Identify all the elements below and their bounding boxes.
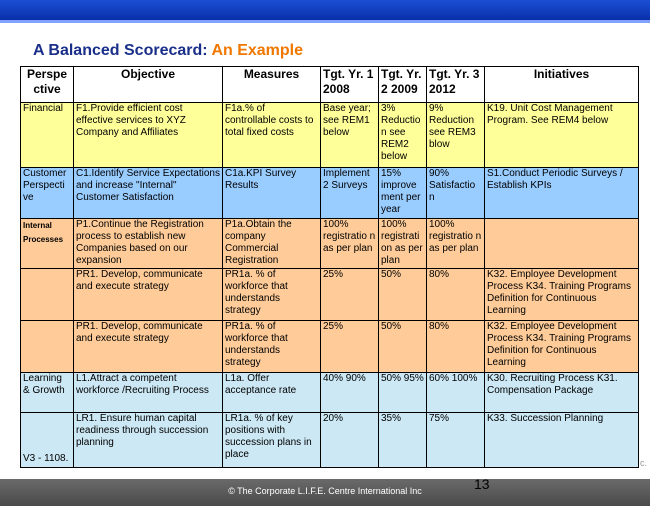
slide-title-part2: An Example	[211, 42, 304, 59]
cell-target-2: 50%	[379, 269, 427, 321]
slide-title-part1: A Balanced Scorecard:	[33, 42, 212, 59]
cell-target-3: 80%	[427, 321, 485, 373]
balanced-scorecard-table	[20, 66, 639, 468]
cell-target-3: 9% Reduction see REM3 blow	[427, 103, 485, 168]
cell-target-2: 50% 95%	[379, 373, 427, 413]
cell-target-1: 25%	[321, 269, 379, 321]
cell-objective: LR1. Ensure human capital readiness through succession planning	[74, 413, 223, 468]
top-header-bar	[0, 0, 650, 20]
cell-target-3: 75%	[427, 413, 485, 468]
footer-copyright: © The Corporate L.I.F.E. Centre International Inc	[228, 486, 422, 496]
cell-objective: P1.Continue the Registration process to establish new Companies based on our expansion	[74, 219, 223, 269]
cell-initiative: K19. Unit Cost Management Program. See REM4 below	[485, 103, 639, 168]
cell-initiative: K32. Employee Development Process K34. Training Programs Definition for Continuous Learning	[485, 321, 639, 373]
table-row-customer	[21, 168, 639, 219]
cell-initiative: K33. Succession Planning	[485, 413, 639, 468]
cell-target-2: 100% registrati on as per plan	[379, 219, 427, 269]
table-row-learning-growth	[21, 373, 639, 413]
cell-initiative: S1.Conduct Periodic Surveys / Establish KPIs	[485, 168, 639, 219]
cell-initiative: K30. Recruiting Process K31. Compensation Package	[485, 373, 639, 413]
table-row-financial	[21, 103, 639, 168]
cell-perspective: Financial	[21, 103, 74, 168]
edge-mark: c.	[640, 458, 648, 468]
cell-perspective: Learning & Growth	[21, 373, 74, 413]
cell-target-1: Base year; see REM1 below	[321, 103, 379, 168]
cell-measure: P1a.Obtain the company Commercial Registration	[223, 219, 321, 269]
cell-perspective: V3 - 1108.	[21, 413, 74, 468]
cell-initiative: K32. Employee Development Process K34. Training Programs Definition for Continuous Learning	[485, 269, 639, 321]
header-row	[21, 67, 639, 103]
cell-target-1: 25%	[321, 321, 379, 373]
cell-target-2: 15% improve ment per year	[379, 168, 427, 219]
cell-target-1: 100% registratio n as per plan	[321, 219, 379, 269]
cell-target-2: 3% Reductio n see REM2 below	[379, 103, 427, 168]
header-target-year-1: Tgt. Yr. 1 2008	[321, 67, 379, 103]
cell-measure: C1a.KPI Survey Results	[223, 168, 321, 219]
header-initiatives: Initiatives	[485, 67, 639, 103]
cell-target-3: 100% registratio n as per plan	[427, 219, 485, 269]
cell-target-2: 35%	[379, 413, 427, 468]
header-perspective: Perspe ctive	[21, 67, 74, 103]
cell-target-1: Implement 2 Surveys	[321, 168, 379, 219]
cell-target-1: 20%	[321, 413, 379, 468]
table-row-strategy-2	[21, 321, 639, 373]
cell-target-3: 80%	[427, 269, 485, 321]
header-target-year-3: Tgt. Yr. 3 2012	[427, 67, 485, 103]
table-row-internal-processes	[21, 219, 639, 269]
cell-target-3: 60% 100%	[427, 373, 485, 413]
cell-measure: LR1a. % of key positions with succession plans in place	[223, 413, 321, 468]
page-number: 13	[474, 476, 490, 492]
header-target-year-2: Tgt. Yr. 2 2009	[379, 67, 427, 103]
cell-target-1: 40% 90%	[321, 373, 379, 413]
cell-target-3: 90% Satisfactio n	[427, 168, 485, 219]
cell-initiative	[485, 219, 639, 269]
slide-title	[33, 42, 303, 60]
header-measures: Measures	[223, 67, 321, 103]
cell-objective: L1.Attract a competent workforce /Recruiting Process	[74, 373, 223, 413]
header-objective: Objective	[74, 67, 223, 103]
cell-perspective: Internal Processes	[21, 219, 74, 269]
cell-measure: F1a.% of controllable costs to total fixed costs	[223, 103, 321, 168]
cell-perspective	[21, 269, 74, 321]
cell-objective: C1.Identify Service Expectations and increase "Internal" Customer Satisfaction	[74, 168, 223, 219]
table-row-succession	[21, 413, 639, 468]
cell-measure: L1a. Offer acceptance rate	[223, 373, 321, 413]
cell-objective: F1.Provide efficient cost effective services to XYZ Company and Affiliates	[74, 103, 223, 168]
cell-perspective: Customer Perspecti ve	[21, 168, 74, 219]
cell-measure: PR1a. % of workforce that understands strategy	[223, 269, 321, 321]
cell-objective: PR1. Develop, communicate and execute strategy	[74, 269, 223, 321]
cell-measure: PR1a. % of workforce that understands strategy	[223, 321, 321, 373]
cell-objective: PR1. Develop, communicate and execute strategy	[74, 321, 223, 373]
cell-perspective	[21, 321, 74, 373]
table-row-strategy-1	[21, 269, 639, 321]
cell-target-2: 50%	[379, 321, 427, 373]
top-header-accent-line	[0, 20, 650, 23]
